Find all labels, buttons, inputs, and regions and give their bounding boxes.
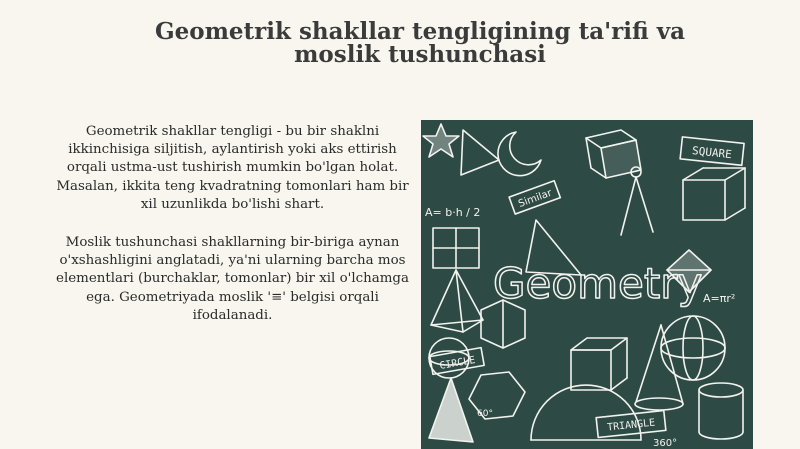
cone-shape: [635, 325, 683, 410]
svg-text:SQUARE: SQUARE: [691, 144, 733, 162]
slide-title: Geometrik shakllar tengligining ta'rifi va moslik tushunchasi: [154, 18, 686, 68]
similar-label: [509, 181, 560, 214]
protractor-arc: [531, 385, 641, 440]
paragraph-equality: Geometrik shakllar tengligi - bu bir shaklni ikkinchisiga siljitish, aylantirish yoki aks ettirish orqali ustma-ust tushirish mumkin bo'lgan holat. Masalan, ikkita teng kvadratning tomonlari ham bir xil uzunlikda bo'lishi shart.: [56, 124, 409, 212]
hexagon-prism-shape: [481, 300, 525, 348]
svg-text:TRIANGLE: TRIANGLE: [606, 417, 656, 434]
paragraph-congruence: Moslik tushunchasi shakllarning bir-biriga aynan o'xshashligini anglatadi, ya'ni ularning barcha mos elementlari (burchaklar, tomonlar) bir xil o'lchamga ega. Geometriyada moslik '≡' belgisi orqali ifodalanadi.: [56, 235, 409, 323]
square-label: [680, 137, 744, 165]
pyramid-shape: [431, 270, 483, 332]
compass-icon: [621, 167, 653, 235]
grid-shape: [433, 228, 479, 268]
white-pyramid-shape: [429, 378, 473, 442]
cylinder-shape: [699, 383, 743, 439]
sphere-shape: [661, 316, 725, 380]
svg-text:CIRCLE: CIRCLE: [438, 354, 477, 373]
triangle-label: [596, 411, 666, 438]
degrees-label: 360°: [653, 438, 678, 449]
triangle-shape: [461, 130, 499, 175]
pi-formula: A=πr²: [703, 292, 736, 305]
prism-shape: [683, 168, 745, 220]
slide-body: [55, 123, 410, 345]
area-formula: A= b·h / 2: [425, 206, 481, 219]
geometry-chalkboard-image: [421, 120, 753, 449]
cube-shape: [586, 130, 641, 178]
svg-text:Similar: Similar: [517, 187, 554, 210]
center-cube-shape: [571, 338, 627, 390]
star-shape: [423, 124, 459, 157]
angle-label: 60°: [477, 409, 493, 419]
crescent-shape: [498, 132, 541, 176]
geometry-word: Geometry: [493, 259, 703, 308]
